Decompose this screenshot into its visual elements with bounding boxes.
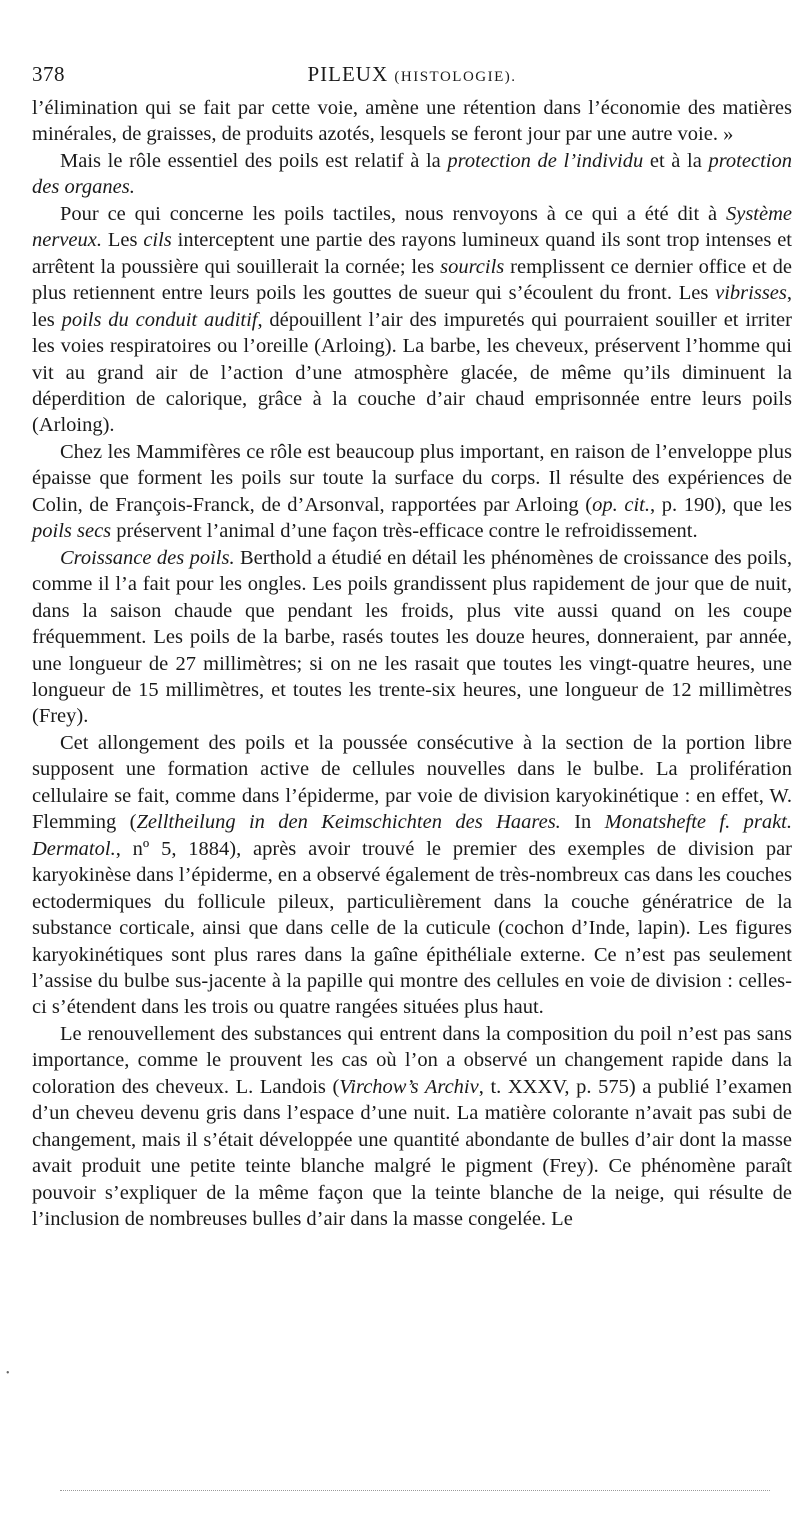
italic-text: Monatshefte f. prakt. Dermatol. [32, 811, 793, 860]
italic-text: poils du conduit auditif [61, 308, 258, 331]
italic-text: protection des organes. [32, 149, 792, 199]
text-run: Pour ce qui concerne les poils tactiles, nous renvoyons à ce qui a été dit à [60, 202, 726, 225]
paragraph [32, 730, 792, 1021]
italic-text: Zelltheilung in den Keimschichten des Haares. [136, 811, 561, 834]
body-text [32, 95, 792, 1232]
running-header [32, 62, 792, 92]
italic-text: protection de l’individu [447, 149, 644, 172]
running-title-main: PILEUX [307, 62, 389, 86]
italic-text: cils [143, 229, 172, 252]
italic-text: Système nerveux. [32, 202, 792, 252]
paragraph [32, 439, 792, 545]
italic-text: sourcils [440, 255, 505, 278]
page-footer-rule [60, 1490, 770, 1491]
paragraph [32, 95, 792, 148]
paragraph [32, 201, 792, 439]
text-run: remplissent ce dernier office et de plus retiennent entre leurs poils les gouttes de sueur qui s’écoulent du front. Les [32, 255, 793, 305]
text-run: In [560, 811, 605, 834]
text-run: , p. 190), que les [649, 493, 792, 516]
text-run: interceptent une partie des rayons lumineux quand ils sont trop intenses et arrêtent la poussière qui souillerait la cornée; les [32, 229, 792, 278]
text-run: et à la [643, 149, 709, 172]
italic-text: Virchow’s Archiv [339, 1075, 479, 1098]
margin-mark: • [6, 1368, 10, 1379]
text-run: Mais le rôle essentiel des poils est relatif à la [60, 149, 448, 172]
text-run: Le renouvellement des substances qui entrent dans la composition du poil n’est pas sans importance, comme le prouvent les cas où l’on a observé un changement rapide dans la coloration des cheveux. L. Landois ( [32, 1022, 792, 1098]
italic-text: op. cit. [592, 493, 650, 516]
text-run: Cet allongement des poils et la poussée consécutive à la section de la portion libre supposent une formation active de cellules nouvelles dans le bulbe. La prolifération cellulaire se fait, comme dans l’épiderme, par voie de division karyokinétique : en effet, W. Flemming ( [32, 731, 792, 834]
italic-text: vibrisses [715, 282, 787, 305]
text-run: Berthold a étudié en détail les phénomènes de croissance des poils, comme il l’a fait pour les ongles. Les poils grandissent plus rapidement de jour que de nuit, dans la saison chaude que pendant les froids, plus vite aussi quand on les coupe fréquemment. Les poils de la barbe, rasés toutes les douze heures, donneraient, par année, une longueur de 27 millimètres; si on ne les rasait que toutes les vingt-quatre heures, une longueur de 15 millimètres, et toutes les trente-six heures, une longueur de 12 millimètres (Frey). [32, 546, 792, 728]
text-run: , dépouillent l’air des impuretés qui pourraient souiller et irriter les voies respiratoires ou l’oreille (Arloing). La barbe, les cheveux, préservent l’homme qui vit au grand air de l’action d’une atmosphère glacée, de même qu’ils diminuent la déperdition de calorique, grâce à la couche d’air chaud emprisonnée entre leurs poils (Arloing). [32, 308, 792, 437]
page-number: 378 [32, 62, 65, 86]
text-run: , t. XXXV, p. 575) a publié l’examen d’un cheveu devenu gris dans l’espace d’une nuit. La matière colorante n’avait pas subi de changement, mais il s’était développée une quantité abondante de bulles d’air dont la masse avait produit une petite teinte blanche malgré le pigment (Frey). Ce phénomène paraît pouvoir s’expliquer de la même façon que la teinte blanche de la neige, qui résulte de l’inclusion de nombreuses bulles d’air dans la masse congelée. Le [32, 1075, 792, 1231]
text-run: Chez les Mammifères ce rôle est beaucoup plus important, en raison de l’enveloppe plus épaisse que forment les poils sur toute la surface du corps. Il résulte des expériences de Colin, de François-Franck, de d’Arsonval, rapportées par Arloing ( [32, 440, 792, 516]
text-run: , nº 5, 1884), après avoir trouvé le premier des exemples de division par karyokinèse dans l’épiderme, en a observé également de très-nombreux cas dans les couches ectodermiques du follicule pileux, particulièrement dans la couche génératrice de la substance corticale, ainsi que dans celle de la cuticule (cochon d’Inde, lapin). Les figures karyokinétiques sont plus rares dans la gaîne épithéliale externe. Ce n’est pas seulement l’assise du bulbe sus-jacente à la papille qui montre des cellules en voie de division : celles-ci s’étendent dans les trois ou quatre rangées situées plus haut. [32, 837, 792, 1019]
paragraph [32, 148, 792, 201]
italic-text: poils secs [32, 520, 112, 543]
text-run: , les [32, 282, 792, 331]
paragraph [32, 545, 792, 730]
text-run: Les [102, 229, 144, 252]
text-run: préservent l’animal d’une façon très-efficace contre le refroidissement. [111, 520, 698, 543]
running-title [32, 62, 792, 87]
running-title-subtitle: (HISTOLOGIE). [394, 69, 517, 85]
text-run: l’élimination qui se fait par cette voie, amène une rétention dans l’économie des matières minérales, de graisses, de produits azotés, lesquels se feront jour par une autre voie. » [32, 97, 792, 146]
italic-text: Croissance des poils. [60, 546, 235, 569]
paragraph [32, 1021, 792, 1233]
